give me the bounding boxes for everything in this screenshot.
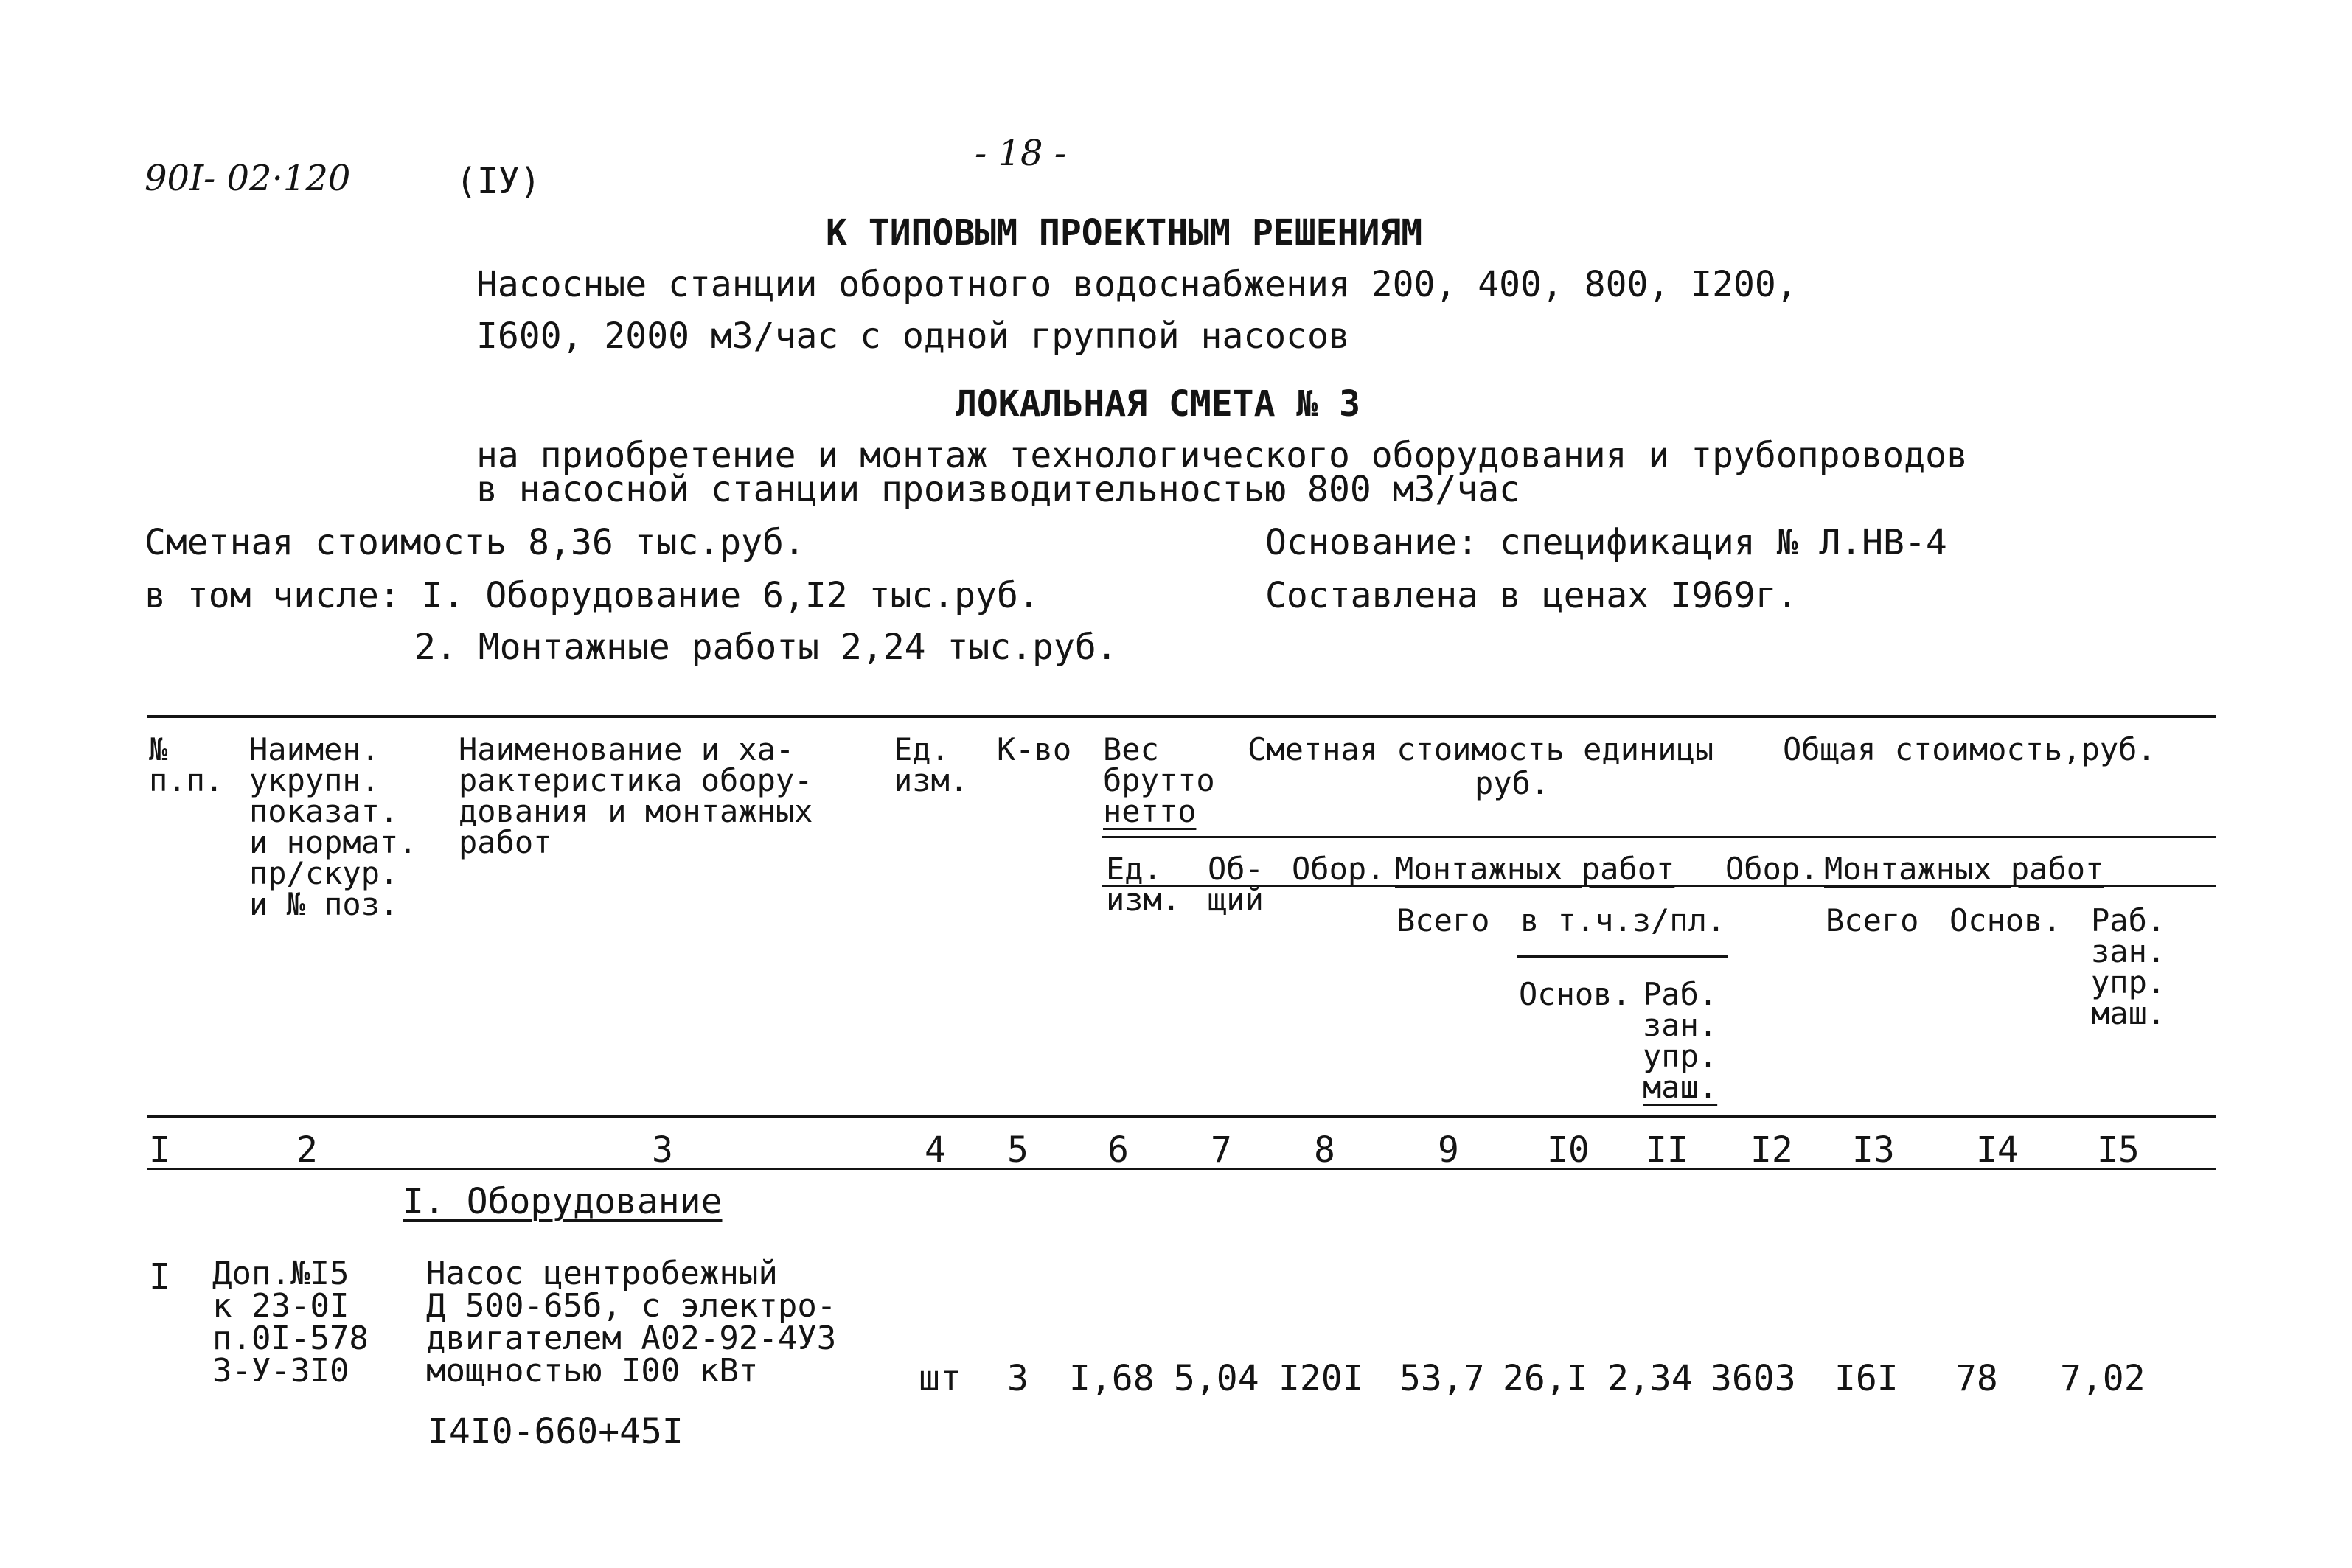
subheader-rule-wages (1517, 955, 1728, 958)
row-montage-unit-total: 53,7 (1399, 1358, 1485, 1399)
cost-breakdown-equipment: в том числе: I. Оборудование 6,I2 тыс.руб. (145, 575, 1040, 616)
table-top-rule (147, 715, 2216, 718)
header-montage-machinists: Раб. зан. упр. маш. (2091, 902, 2166, 1031)
row-weight-unit: I,68 (1069, 1358, 1155, 1399)
header-col-quantity: К-во (997, 731, 1072, 767)
column-number-4: 4 (925, 1129, 946, 1171)
column-number-3: 3 (652, 1129, 673, 1171)
row-quantity: 3 (1007, 1358, 1029, 1399)
cost-breakdown-montage: 2. Монтажные работы 2,24 тыс.руб. (414, 627, 1118, 668)
column-number-14: I4 (1976, 1129, 2019, 1171)
column-number-12: I2 (1750, 1129, 1793, 1171)
header-unit-cost-rub: руб. (1475, 765, 1550, 801)
series-roman-number: (IУ) (456, 161, 541, 202)
row-price-formula: I4I0-660+45I (428, 1411, 683, 1452)
column-number-11: II (1646, 1129, 1688, 1171)
row-item-name: Насос центробежный Д 500-65б, с электро- двигателем А02-92-4У3 мощностью I00 кВт (426, 1255, 837, 1390)
price-base-year: Составлена в ценах I969г. (1265, 575, 1798, 616)
row-wages-basic: 26,I (1503, 1358, 1588, 1399)
header-bottom-rule (147, 1115, 2216, 1118)
section-title: I. Оборудование (403, 1181, 723, 1222)
header-wages-basic: Основ. (1519, 976, 1631, 1012)
header-col-reference: Наимен. укрупн. показат. и нормат. пр/скур. и № поз. (249, 731, 417, 922)
row-number: I (149, 1256, 170, 1297)
subtitle-line-2: I600, 2000 м3/час с одной группой насосов (476, 316, 1350, 357)
header-total-cost: Общая стоимость,руб. (1783, 731, 2156, 767)
header-col-number: № п.п. (149, 731, 224, 798)
row-montage-basic: 78 (1955, 1358, 1998, 1399)
header-weight-total: Об- щий (1208, 851, 1264, 918)
header-unit-cost: Сметная стоимость единицы (1248, 731, 1714, 767)
subheader-rule-1 (1102, 836, 2216, 838)
column-number-13: I3 (1852, 1129, 1895, 1171)
row-reference: Доп.№I5 к 23-0I п.0I-578 3-У-3I0 (212, 1255, 369, 1390)
header-montage-sum: Всего (1826, 902, 1919, 938)
row-montage-total: I6I (1834, 1358, 1899, 1399)
column-numbers-rule (147, 1168, 2216, 1170)
row-weight-total: 5,04 (1174, 1358, 1259, 1399)
column-number-2: 2 (296, 1129, 318, 1171)
header-montage-basic: Основ. (1949, 902, 2062, 938)
header-montage-total: Монтажных работ (1824, 851, 2104, 887)
column-number-6: 6 (1107, 1129, 1129, 1171)
row-wages-machinists: 2,34 (1607, 1358, 1693, 1399)
purpose-line-1: на приобретение и монтаж технологического оборудования и трубопроводов (476, 435, 1968, 476)
header-equipment-total: Обор. (1725, 851, 1819, 887)
subtitle-line-1: Насосные станции оборотного водоснабжения 200, 400, 800, I200, (476, 264, 1798, 305)
header-col-weight: Вес брутто нетто (1103, 731, 1215, 829)
header-incl-wages: в т.ч.з/пл. (1520, 902, 1726, 938)
estimated-cost: Сметная стоимость 8,36 тыс.руб. (145, 522, 805, 563)
header-weight-unit: Ед. изм. (1106, 851, 1181, 918)
header-wages-machinists: Раб. зан. упр. маш. (1643, 976, 1718, 1105)
document-title: К ТИПОВЫМ ПРОЕКТНЫМ РЕШЕНИЯМ (826, 212, 1423, 254)
document-code: 90I- 02·120 (145, 158, 351, 199)
column-number-5: 5 (1007, 1129, 1029, 1171)
column-number-8: 8 (1314, 1129, 1335, 1171)
column-number-9: 9 (1438, 1129, 1459, 1171)
header-col-name: Наименование и ха- рактеристика обору- дования и монтажных работ (459, 731, 813, 860)
header-equipment-unit: Обор. (1292, 851, 1385, 887)
estimate-title: ЛОКАЛЬНАЯ СМЕТА № 3 (956, 383, 1361, 425)
column-number-7: 7 (1211, 1129, 1232, 1171)
header-montage-unit: Монтажных работ (1395, 851, 1675, 887)
header-col-unit: Ед. изм. (894, 731, 969, 798)
header-montage-unit-total: Всего (1396, 902, 1490, 938)
row-equipment-unit-price: I20I (1278, 1358, 1364, 1399)
column-number-1: I (149, 1129, 170, 1171)
column-number-10: I0 (1547, 1129, 1590, 1171)
column-number-15: I5 (2097, 1129, 2140, 1171)
row-montage-machinists: 7,02 (2060, 1358, 2146, 1399)
row-equipment-total: 3603 (1711, 1358, 1796, 1399)
basis-specification: Основание: спецификация № Л.НВ-4 (1265, 522, 1947, 563)
page-number: - 18 - (975, 133, 1067, 174)
purpose-line-2: в насосной станции производительностью 800 м3/час (476, 469, 1521, 510)
row-unit: шт (919, 1358, 961, 1399)
